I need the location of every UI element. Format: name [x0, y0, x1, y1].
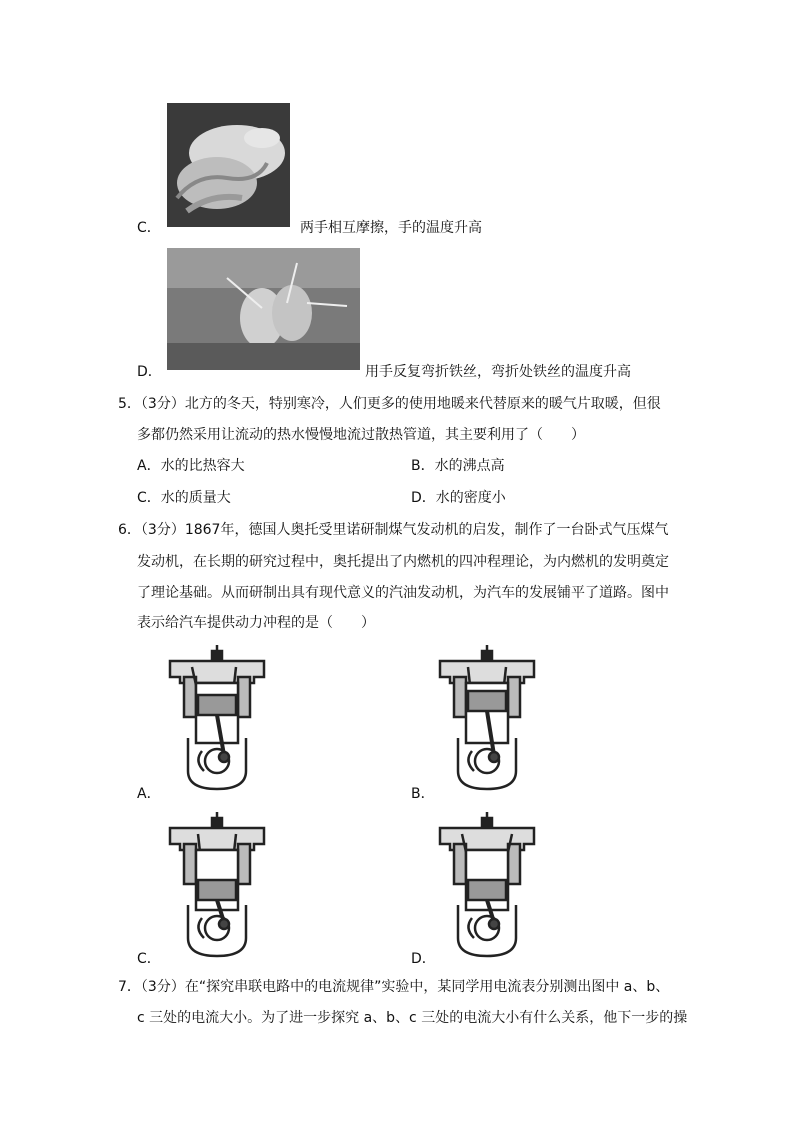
q6-stem-line-4: 表示给汽车提供动力冲程的是（ ） [137, 615, 375, 631]
q4-option-c-text: 两手相互摩擦，手的温度升高 [300, 220, 482, 236]
q5-stem-line-1: 5．（3分）北方的冬天，特别寒冷，人们更多的使用地暖来代替原来的暖气片取暖，但很 [118, 396, 661, 412]
q5-option-a[interactable]: A．水的比热容大 [137, 458, 245, 474]
engine-diagram-b[interactable] [432, 643, 542, 793]
q7-stem-line-2: c 三处的电流大小。为了进一步探究 a、b、c 三处的电流大小有什么关系，他下一步的操 [137, 1010, 688, 1026]
q6-option-a-letter[interactable]: A． [137, 786, 161, 802]
engine-diagram-c[interactable] [162, 810, 272, 960]
bending-wire-photo [167, 248, 360, 370]
q4-option-d-letter[interactable]: D． [137, 364, 162, 380]
q6-stem-line-3: 了理论基础。从而研制出具有现代意义的汽油发动机，为汽车的发展铺平了道路。图中 [137, 585, 669, 601]
q6-option-b-letter[interactable]: B． [411, 786, 435, 802]
q5-option-c[interactable]: C．水的质量大 [137, 490, 231, 506]
rubbing-hands-photo [167, 103, 290, 227]
q5-option-b[interactable]: B．水的沸点高 [411, 458, 505, 474]
q6-option-d-letter[interactable]: D． [411, 951, 436, 967]
q5-stem-line-2: 多都仍然采用让流动的热水慢慢地流过散热管道，其主要利用了（ ） [137, 427, 585, 443]
engine-diagram-a[interactable] [162, 643, 272, 793]
q6-stem-line-1: 6．（3分）1867年，德国人奥托受里诺研制煤气发动机的启发，制作了一台卧式气压煤气 [118, 522, 669, 538]
engine-diagram-d[interactable] [432, 810, 542, 960]
q6-option-c-letter[interactable]: C． [137, 951, 161, 967]
q4-option-d-text: 用手反复弯折铁丝，弯折处铁丝的温度升高 [365, 364, 631, 380]
q5-option-d[interactable]: D．水的密度小 [411, 490, 506, 506]
q4-option-c-letter[interactable]: C． [137, 220, 161, 236]
q6-stem-line-2: 发动机，在长期的研究过程中，奥托提出了内燃机的四冲程理论，为内燃机的发明奠定 [137, 554, 669, 570]
q7-stem-line-1: 7．（3分）在“探究串联电路中的电流规律”实验中，某同学用电流表分别测出图中 a、b、 [118, 979, 670, 995]
